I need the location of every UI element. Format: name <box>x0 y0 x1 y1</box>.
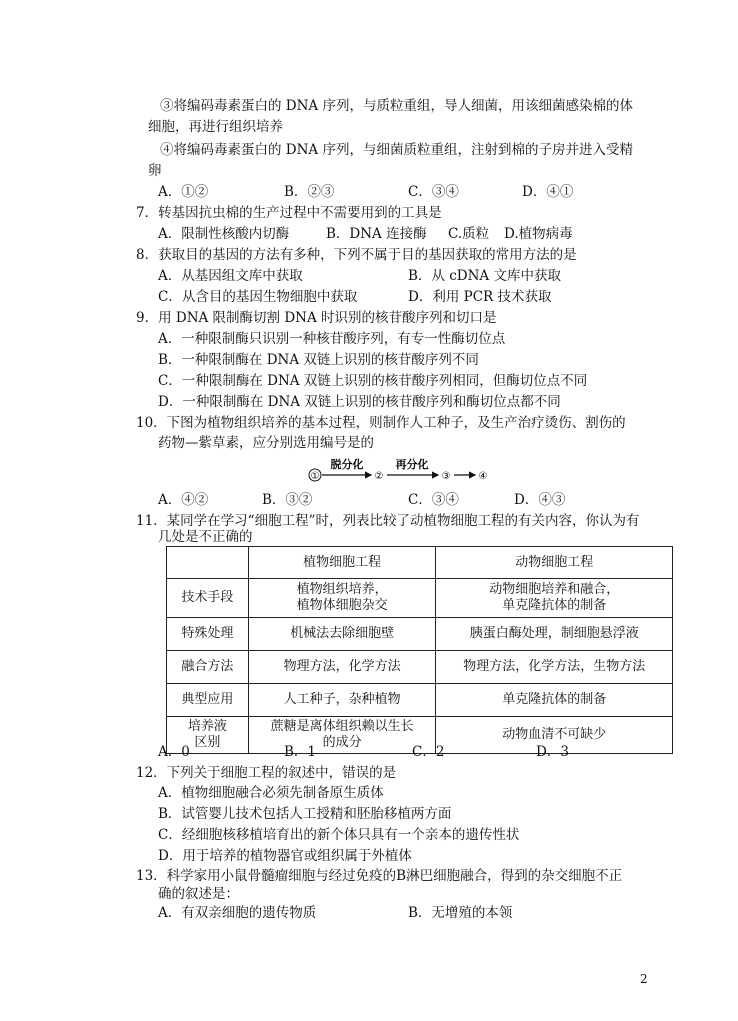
plant-cell: 机械法去除细胞壁 <box>248 618 436 651</box>
cell-line: 植物组织培养， <box>296 582 388 597</box>
table-header-animal: 动物细胞工程 <box>436 547 673 579</box>
q13-stem: 13．科学家用小鼠骨髓瘤细胞与经过免疫的B淋巴细胞融合，得到的杂交细胞不正 <box>136 868 623 884</box>
q12-answer-d: D．用于培养的植物器官或组织属于外植体 <box>158 848 412 864</box>
q9-answer-d: D．一种限制酶在 DNA 双链上识别的核苷酸序列和酶切位点都不同 <box>158 394 561 410</box>
animal-cell <box>436 579 673 618</box>
cell-line: 区别 <box>194 735 221 750</box>
arrow-1-label: 脱分化 <box>330 458 364 471</box>
q8-answers-row1 <box>158 266 658 286</box>
q8-stem: 8．获取目的基因的方法有多种，下列不属于目的基因获取的常用方法的是 <box>136 247 577 263</box>
cell-line: 的成分 <box>322 735 362 750</box>
q9-answer-c: C．一种限制酶在 DNA 双链上识别的核苷酸序列相同，但酶切位点不同 <box>158 373 588 389</box>
arrow-2-label: 再分化 <box>395 458 429 471</box>
q9-answer-a: A．一种限制酶只识别一种核苷酸序列，有专一性酶切位点 <box>158 331 506 347</box>
q11-answer-b: B．1 <box>284 744 317 760</box>
q6-answer-b: B．②③ <box>284 184 335 200</box>
q7-stem: 7．转基因抗虫棉的生产过程中不需要用到的工具是 <box>136 205 442 221</box>
q7-answer-b: B．DNA 连接酶 <box>326 226 427 242</box>
q6-answer-d: D．④① <box>522 184 574 200</box>
q8-answers-row2 <box>158 287 658 307</box>
table-row <box>167 651 673 684</box>
plant-cell: 物理方法，化学方法 <box>248 651 436 684</box>
tissue-culture-flow-diagram <box>305 458 505 488</box>
q11-answers <box>158 742 658 762</box>
q6-option-4-line1: ④将编码毒素蛋白的 DNA 序列，与细菌质粒重组，注射到棉的子房并进入受精 <box>160 142 633 158</box>
q8-answer-a: A．从基因组文库中获取 <box>158 268 303 284</box>
q6-answer-c: C．③④ <box>408 184 459 200</box>
animal-cell: 单克隆抗体的制备 <box>436 684 673 717</box>
q10-answer-b: B．③② <box>262 492 313 508</box>
table-row <box>167 684 673 717</box>
q9-answer-b: B．一种限制酶在 DNA 双链上识别的核苷酸序列不同 <box>158 352 479 368</box>
animal-cell: 物理方法，化学方法，生物方法 <box>436 651 673 684</box>
q9-stem: 9．用 DNA 限制酶切割 DNA 时识别的核苷酸序列和切口是 <box>136 310 497 326</box>
q8-answer-d: D．利用 PCR 技术获取 <box>408 289 552 305</box>
q8-answer-c: C．从含目的基因生物细胞中获取 <box>158 289 358 305</box>
q11-answer-a: A．0 <box>158 744 190 760</box>
q11-stem-line2: 几处是不正确的 <box>158 529 253 545</box>
row-label: 典型应用 <box>167 684 249 717</box>
cell-line: 单克隆抗体的制备 <box>502 598 607 613</box>
row-label: 技术手段 <box>167 579 249 618</box>
q13-answer-a: A．有双亲细胞的遗传物质 <box>158 905 317 921</box>
q11-answer-c: C．2 <box>412 744 445 760</box>
node-3-label: ③ <box>441 471 451 482</box>
q7-answers <box>158 224 658 244</box>
row-label: 融合方法 <box>167 651 249 684</box>
page-number: 2 <box>640 972 648 986</box>
table-header-plant: 植物细胞工程 <box>248 547 436 579</box>
cell-line: 培养液 <box>187 719 227 734</box>
q7-answer-a: A．限制性核酸内切酶 <box>158 226 290 242</box>
q12-stem: 12．下列关于细胞工程的叙述中，错误的是 <box>136 765 397 781</box>
table-row <box>167 579 673 618</box>
q6-option-3-line2: 细胞，再进行组织培养 <box>148 119 283 135</box>
q7-answer-c: C.质粒 <box>448 226 490 242</box>
table-header-row <box>167 547 673 579</box>
q13-answer-b: B．无增殖的本领 <box>408 905 513 921</box>
q11-answer-d: D．3 <box>536 744 569 760</box>
table-row <box>167 618 673 651</box>
comparison-table <box>166 546 673 754</box>
q8-answer-b: B．从 cDNA 文库中获取 <box>408 268 561 284</box>
q10-answers <box>158 490 658 510</box>
q11-stem: 11．某同学在学习“细胞工程”时，列表比较了动植物细胞工程的有关内容，你认为有 <box>136 513 640 529</box>
q6-option-4-line2: 卵 <box>148 163 162 179</box>
q12-answer-a: A．植物细胞融合必须先制备原生质体 <box>158 785 384 801</box>
q13-answers <box>158 903 658 923</box>
q6-answers <box>158 182 658 202</box>
q6-option-3-line1: ③将编码毒素蛋白的 DNA 序列，与质粒重组，导人细菌，用该细菌感染棉的体 <box>160 98 633 114</box>
q13-stem-line2: 确的叙述是： <box>158 886 239 902</box>
q10-stem-line2: 药物—紫草素，应分别选用编号是的 <box>158 435 374 451</box>
q12-answer-b: B．试管婴儿技术包括人工授精和胚胎移植两方面 <box>158 806 452 822</box>
table-header-empty <box>167 547 249 579</box>
cell-line: 植物体细胞杂交 <box>296 598 388 613</box>
plant-cell <box>248 579 436 618</box>
animal-cell: 胰蛋白酶处理，制细胞悬浮液 <box>436 618 673 651</box>
q10-answer-d: D．④③ <box>514 492 566 508</box>
node-1-label: ① <box>310 471 320 482</box>
cell-line: 动物细胞培养和融合， <box>489 582 620 597</box>
q12-answer-c: C．经细胞核移植培育出的新个体只具有一个亲本的遗传性状 <box>158 827 520 843</box>
q10-answer-a: A．④② <box>158 492 209 508</box>
q6-answer-a: A．①② <box>158 184 209 200</box>
q10-answer-c: C．③④ <box>408 492 459 508</box>
q7-answer-d: D.植物病毒 <box>504 226 573 242</box>
plant-cell: 人工种子，杂种植物 <box>248 684 436 717</box>
node-2-label: ② <box>374 471 384 482</box>
animal-cell: 动物血清不可缺少 <box>436 717 673 754</box>
cell-line: 蔗糖是离体组织赖以生长 <box>270 719 414 734</box>
q10-stem: 10．下图为植物组织培养的基本过程，则制作人工种子，及生产治疗烫伤、割伤的 <box>136 415 626 431</box>
row-label: 特殊处理 <box>167 618 249 651</box>
node-4-label: ④ <box>478 471 488 482</box>
